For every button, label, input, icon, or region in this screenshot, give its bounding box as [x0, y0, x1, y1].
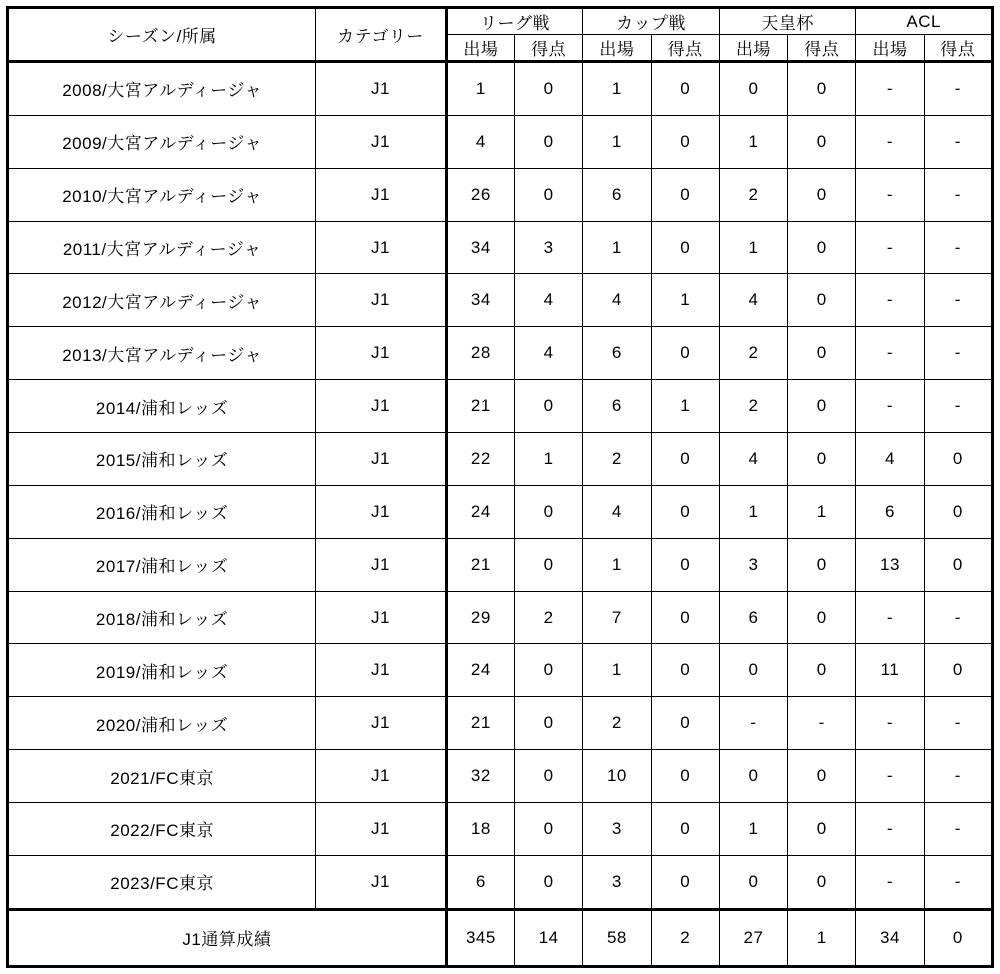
cell-cup-goals: 0 — [651, 697, 719, 750]
header-competition-acl: ACL — [856, 8, 993, 35]
cell-cup-goals: 0 — [651, 115, 719, 168]
cell-league-goals: 0 — [515, 697, 583, 750]
table-row — [8, 485, 993, 538]
cell-league-goals: 0 — [515, 803, 583, 856]
cell-emperor-apps: 2 — [719, 168, 787, 221]
cell-category: J1 — [316, 327, 447, 380]
cell-acl-apps: - — [856, 115, 924, 168]
cell-category: J1 — [316, 274, 447, 327]
cell-league-apps: 18 — [446, 803, 514, 856]
table-total-row — [8, 909, 993, 966]
cell-total-cup-apps: 58 — [583, 909, 651, 966]
cell-emperor-apps: 6 — [719, 591, 787, 644]
cell-cup-apps: 4 — [583, 485, 651, 538]
cell-league-apps: 26 — [446, 168, 514, 221]
cell-emperor-apps: 1 — [719, 115, 787, 168]
table-row — [8, 380, 993, 433]
cell-season: 2008/大宮アルディージャ — [8, 62, 316, 116]
cell-category: J1 — [316, 62, 447, 116]
header-league-apps: 出場 — [446, 35, 514, 62]
cell-league-goals: 0 — [515, 644, 583, 697]
cell-cup-apps: 3 — [583, 855, 651, 909]
cell-category: J1 — [316, 168, 447, 221]
cell-league-goals: 0 — [515, 855, 583, 909]
cell-cup-apps: 1 — [583, 62, 651, 116]
cell-acl-goals: - — [924, 855, 992, 909]
cell-cup-apps: 3 — [583, 803, 651, 856]
cell-category: J1 — [316, 591, 447, 644]
cell-cup-apps: 1 — [583, 115, 651, 168]
cell-emperor-apps: 4 — [719, 433, 787, 486]
cell-season: 2019/浦和レッズ — [8, 644, 316, 697]
cell-season: 2023/FC東京 — [8, 855, 316, 909]
cell-total-emperor-apps: 27 — [719, 909, 787, 966]
header-season: シーズン/所属 — [8, 8, 316, 62]
table-row — [8, 644, 993, 697]
cell-acl-goals: - — [924, 750, 992, 803]
table-row — [8, 803, 993, 856]
cell-acl-goals: - — [924, 803, 992, 856]
table-row — [8, 168, 993, 221]
header-cup-apps: 出場 — [583, 35, 651, 62]
cell-total-emperor-goals: 1 — [788, 909, 856, 966]
cell-emperor-goals: 0 — [788, 855, 856, 909]
cell-total-acl-apps: 34 — [856, 909, 924, 966]
cell-acl-apps: - — [856, 221, 924, 274]
cell-league-goals: 0 — [515, 538, 583, 591]
cell-league-apps: 21 — [446, 538, 514, 591]
cell-emperor-goals: 0 — [788, 168, 856, 221]
cell-cup-goals: 0 — [651, 485, 719, 538]
cell-season: 2016/浦和レッズ — [8, 485, 316, 538]
cell-category: J1 — [316, 750, 447, 803]
cell-acl-apps: - — [856, 380, 924, 433]
cell-league-goals: 0 — [515, 168, 583, 221]
table-row — [8, 221, 993, 274]
cell-cup-goals: 0 — [651, 168, 719, 221]
table-row — [8, 591, 993, 644]
cell-season: 2021/FC東京 — [8, 750, 316, 803]
cell-league-goals: 0 — [515, 380, 583, 433]
cell-cup-goals: 0 — [651, 855, 719, 909]
header-competition-cup: カップ戦 — [583, 8, 720, 35]
table-row — [8, 327, 993, 380]
cell-acl-goals: - — [924, 274, 992, 327]
cell-cup-goals: 0 — [651, 221, 719, 274]
cell-league-goals: 1 — [515, 433, 583, 486]
cell-cup-apps: 4 — [583, 274, 651, 327]
cell-season: 2022/FC東京 — [8, 803, 316, 856]
header-competition-league: リーグ戦 — [446, 8, 583, 35]
cell-season: 2017/浦和レッズ — [8, 538, 316, 591]
table-row — [8, 274, 993, 327]
cell-total-league-apps: 345 — [446, 909, 514, 966]
cell-emperor-goals: 0 — [788, 274, 856, 327]
cell-cup-goals: 0 — [651, 591, 719, 644]
cell-emperor-goals: 0 — [788, 327, 856, 380]
cell-cup-apps: 1 — [583, 644, 651, 697]
cell-acl-apps: - — [856, 274, 924, 327]
cell-league-apps: 24 — [446, 644, 514, 697]
cell-emperor-apps: 3 — [719, 538, 787, 591]
cell-emperor-goals: 0 — [788, 380, 856, 433]
cell-acl-goals: 0 — [924, 538, 992, 591]
cell-emperor-apps: 0 — [719, 62, 787, 116]
header-emperor-apps: 出場 — [719, 35, 787, 62]
cell-cup-goals: 0 — [651, 750, 719, 803]
header-emperor-goals: 得点 — [788, 35, 856, 62]
cell-acl-apps: - — [856, 327, 924, 380]
cell-league-goals: 3 — [515, 221, 583, 274]
cell-cup-goals: 0 — [651, 538, 719, 591]
cell-emperor-goals: 0 — [788, 750, 856, 803]
cell-acl-goals: - — [924, 697, 992, 750]
cell-emperor-apps: 2 — [719, 380, 787, 433]
cell-league-apps: 34 — [446, 274, 514, 327]
cell-league-goals: 0 — [515, 750, 583, 803]
table-row — [8, 750, 993, 803]
table-row — [8, 538, 993, 591]
cell-league-goals: 0 — [515, 62, 583, 116]
cell-cup-apps: 2 — [583, 433, 651, 486]
cell-emperor-apps: 0 — [719, 750, 787, 803]
cell-acl-goals: - — [924, 221, 992, 274]
cell-category: J1 — [316, 221, 447, 274]
cell-total-league-goals: 14 — [515, 909, 583, 966]
cell-season: 2020/浦和レッズ — [8, 697, 316, 750]
cell-acl-goals: 0 — [924, 433, 992, 486]
cell-league-apps: 28 — [446, 327, 514, 380]
cell-season: 2015/浦和レッズ — [8, 433, 316, 486]
cell-league-apps: 4 — [446, 115, 514, 168]
cell-acl-apps: - — [856, 697, 924, 750]
cell-category: J1 — [316, 803, 447, 856]
cell-league-goals: 0 — [515, 115, 583, 168]
cell-season: 2013/大宮アルディージャ — [8, 327, 316, 380]
cell-total-cup-goals: 2 — [651, 909, 719, 966]
cell-acl-goals: 0 — [924, 644, 992, 697]
cell-acl-goals: - — [924, 62, 992, 116]
cell-category: J1 — [316, 538, 447, 591]
cell-cup-apps: 6 — [583, 327, 651, 380]
cell-category: J1 — [316, 855, 447, 909]
cell-cup-goals: 0 — [651, 327, 719, 380]
cell-cup-apps: 6 — [583, 168, 651, 221]
cell-emperor-apps: 2 — [719, 327, 787, 380]
table-row — [8, 855, 993, 909]
cell-season: 2011/大宮アルディージャ — [8, 221, 316, 274]
cell-cup-goals: 1 — [651, 380, 719, 433]
table-body — [8, 62, 993, 967]
cell-total-label: J1通算成績 — [8, 909, 447, 966]
cell-acl-goals: - — [924, 115, 992, 168]
cell-league-apps: 21 — [446, 697, 514, 750]
header-acl-apps: 出場 — [856, 35, 924, 62]
cell-cup-apps: 10 — [583, 750, 651, 803]
cell-emperor-goals: 0 — [788, 644, 856, 697]
table-row — [8, 697, 993, 750]
cell-emperor-apps: 1 — [719, 221, 787, 274]
cell-emperor-goals: - — [788, 697, 856, 750]
cell-season: 2018/浦和レッズ — [8, 591, 316, 644]
cell-cup-goals: 0 — [651, 433, 719, 486]
cell-league-apps: 1 — [446, 62, 514, 116]
header-competition-emperor: 天皇杯 — [719, 8, 856, 35]
cell-cup-apps: 2 — [583, 697, 651, 750]
cell-league-apps: 21 — [446, 380, 514, 433]
cell-league-goals: 4 — [515, 327, 583, 380]
header-category: カテゴリー — [316, 8, 447, 62]
cell-cup-apps: 1 — [583, 538, 651, 591]
cell-acl-apps: - — [856, 591, 924, 644]
cell-cup-apps: 7 — [583, 591, 651, 644]
cell-category: J1 — [316, 380, 447, 433]
header-league-goals: 得点 — [515, 35, 583, 62]
cell-league-goals: 2 — [515, 591, 583, 644]
cell-league-apps: 29 — [446, 591, 514, 644]
cell-league-apps: 32 — [446, 750, 514, 803]
cell-emperor-apps: 0 — [719, 644, 787, 697]
cell-total-acl-goals: 0 — [924, 909, 992, 966]
cell-season: 2009/大宮アルディージャ — [8, 115, 316, 168]
cell-category: J1 — [316, 644, 447, 697]
cell-emperor-apps: 1 — [719, 485, 787, 538]
cell-emperor-apps: 4 — [719, 274, 787, 327]
cell-category: J1 — [316, 697, 447, 750]
cell-category: J1 — [316, 115, 447, 168]
cell-season: 2010/大宮アルディージャ — [8, 168, 316, 221]
cell-season: 2014/浦和レッズ — [8, 380, 316, 433]
cell-acl-goals: - — [924, 591, 992, 644]
cell-cup-goals: 0 — [651, 644, 719, 697]
header-row-competitions — [8, 8, 993, 35]
career-stats-table — [6, 6, 994, 968]
table-row — [8, 433, 993, 486]
table-row — [8, 62, 993, 116]
cell-cup-goals: 1 — [651, 274, 719, 327]
cell-emperor-apps: 0 — [719, 855, 787, 909]
cell-league-goals: 0 — [515, 485, 583, 538]
cell-emperor-goals: 0 — [788, 115, 856, 168]
cell-league-goals: 4 — [515, 274, 583, 327]
header-cup-goals: 得点 — [651, 35, 719, 62]
cell-acl-apps: - — [856, 62, 924, 116]
table-row — [8, 115, 993, 168]
cell-acl-apps: - — [856, 803, 924, 856]
cell-acl-apps: - — [856, 750, 924, 803]
header-acl-goals: 得点 — [924, 35, 992, 62]
cell-season: 2012/大宮アルディージャ — [8, 274, 316, 327]
cell-emperor-apps: - — [719, 697, 787, 750]
table-header — [8, 8, 993, 62]
cell-cup-apps: 6 — [583, 380, 651, 433]
cell-emperor-goals: 0 — [788, 803, 856, 856]
cell-cup-goals: 0 — [651, 803, 719, 856]
cell-emperor-goals: 0 — [788, 433, 856, 486]
cell-emperor-apps: 1 — [719, 803, 787, 856]
cell-league-apps: 34 — [446, 221, 514, 274]
cell-acl-apps: 11 — [856, 644, 924, 697]
cell-acl-goals: - — [924, 380, 992, 433]
cell-acl-apps: 13 — [856, 538, 924, 591]
cell-league-apps: 24 — [446, 485, 514, 538]
cell-emperor-goals: 0 — [788, 221, 856, 274]
cell-acl-apps: 6 — [856, 485, 924, 538]
cell-emperor-goals: 0 — [788, 538, 856, 591]
cell-cup-apps: 1 — [583, 221, 651, 274]
cell-league-apps: 22 — [446, 433, 514, 486]
cell-category: J1 — [316, 485, 447, 538]
cell-league-apps: 6 — [446, 855, 514, 909]
cell-acl-apps: - — [856, 168, 924, 221]
cell-category: J1 — [316, 433, 447, 486]
cell-cup-goals: 0 — [651, 62, 719, 116]
cell-emperor-goals: 0 — [788, 62, 856, 116]
cell-acl-goals: - — [924, 168, 992, 221]
cell-acl-apps: - — [856, 855, 924, 909]
cell-acl-apps: 4 — [856, 433, 924, 486]
cell-acl-goals: - — [924, 327, 992, 380]
cell-emperor-goals: 1 — [788, 485, 856, 538]
cell-emperor-goals: 0 — [788, 591, 856, 644]
cell-acl-goals: 0 — [924, 485, 992, 538]
